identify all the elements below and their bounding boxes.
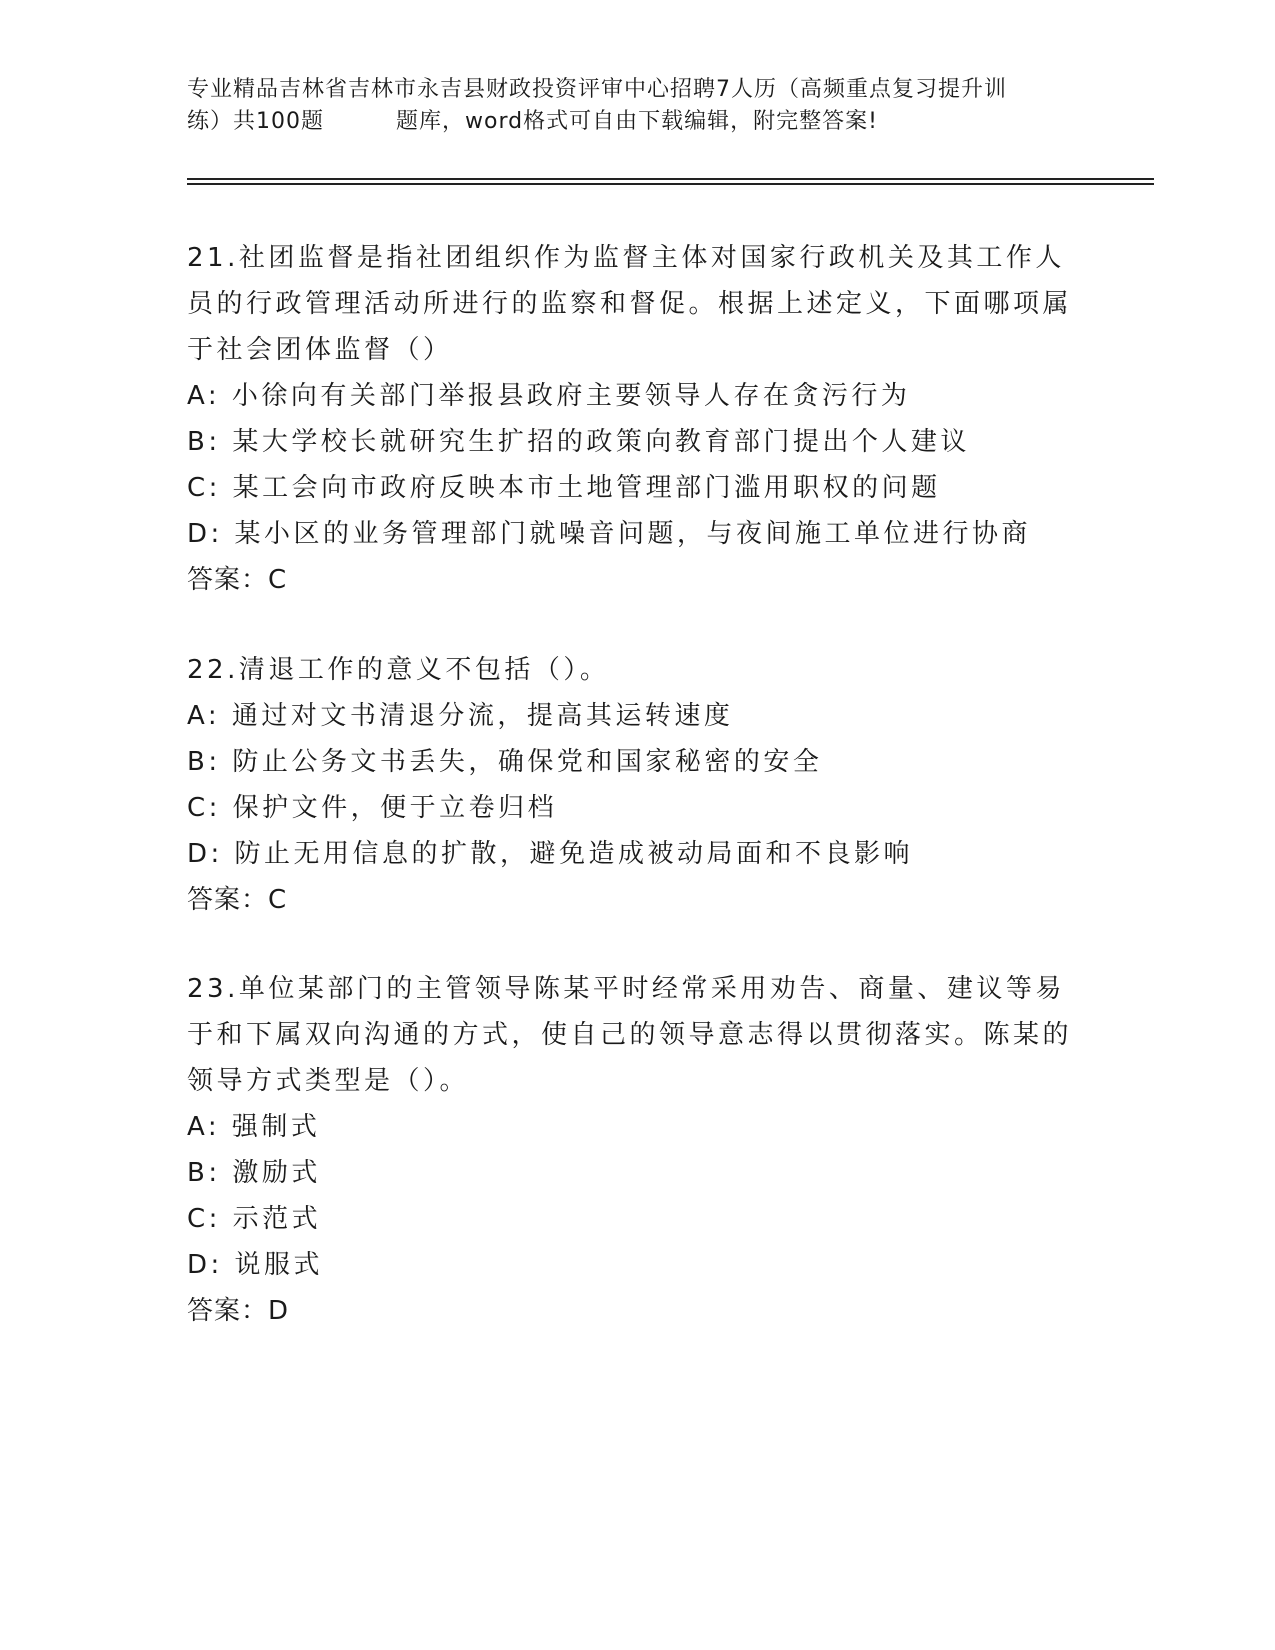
option-b: B: 激励式	[187, 1158, 321, 1188]
question-stem: 23.单位某部门的主管领导陈某平时经常采用劝告、商量、建议等易于和下属双向沟通的方式，使自己的领导意志得以贯彻落实。陈某的领导方式类型是（）。	[187, 974, 1073, 1096]
question-23	[187, 966, 1087, 1334]
header-title-line-2	[187, 106, 1087, 138]
option-c: C: 保护文件，便于立卷归档	[187, 793, 558, 823]
header-rule-bottom	[187, 183, 1154, 185]
header-description: 题库，word格式可自由下载编辑，附完整答案!	[396, 109, 878, 134]
question-21	[187, 235, 1087, 603]
option-c: C: 示范式	[187, 1204, 322, 1234]
option-a: A: 小徐向有关部门举报县政府主要领导人存在贪污行为	[187, 381, 911, 411]
header-rule-top	[187, 178, 1154, 180]
question-stem: 21.社团监督是指社团组织作为监督主体对国家行政机关及其工作人员的行政管理活动所进行的监察和督促。根据上述定义，下面哪项属于社会团体监督（）	[187, 243, 1073, 365]
option-d: D: 防止无用信息的扩散，避免造成被动局面和不良影响	[187, 839, 914, 869]
header-count: 练）共100题	[187, 109, 324, 134]
header-title-line-1: 专业精品吉林省吉林市永吉县财政投资评审中心招聘7人历（高频重点复习提升训	[187, 77, 1007, 102]
question-stem: 22.清退工作的意义不包括（）。	[187, 655, 610, 685]
question-22	[187, 647, 1087, 923]
document-header	[187, 74, 1087, 138]
option-c: C: 某工会向市政府反映本市土地管理部门滥用职权的问题	[187, 473, 941, 503]
answer: 答案：C	[187, 565, 288, 595]
answer: 答案：D	[187, 1296, 290, 1326]
option-b: B: 防止公务文书丢失，确保党和国家秘密的安全	[187, 747, 823, 777]
option-a: A: 强制式	[187, 1112, 321, 1142]
option-d: D: 某小区的业务管理部门就噪音问题，与夜间施工单位进行协商	[187, 519, 1032, 549]
option-a: A: 通过对文书清退分流，提高其运转速度	[187, 701, 734, 731]
option-b: B: 某大学校长就研究生扩招的政策向教育部门提出个人建议	[187, 427, 970, 457]
answer: 答案：C	[187, 885, 288, 915]
option-d: D: 说服式	[187, 1250, 324, 1280]
